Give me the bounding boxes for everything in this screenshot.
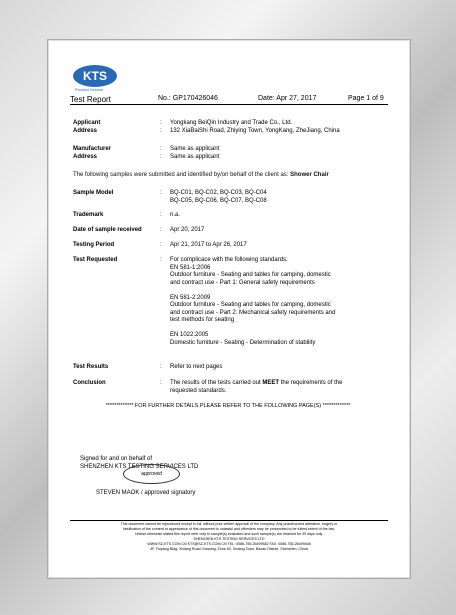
footer-line: SHENZHEN KTS TESTING SERVICES LTD (193, 537, 265, 541)
sample-model-label: Sample Model (73, 190, 114, 196)
footer-line: Unless otherwise stated this report refer only to sample(s) evaluated and such sample(s) are retained for 30 days only. (134, 532, 324, 536)
signing-company: SHENZHEN KTS TESTING SERVICES LTD (80, 464, 199, 470)
manufacturer-address-value: Same as applicant (170, 154, 220, 160)
received-label: Date of sample received (73, 227, 142, 233)
footer-line: 4F, Fuqiang Bldg, Xixiang Road Crossing, Zone 62, Xixiang Town, Baoan District, Shenzhen, China (150, 547, 308, 551)
footer-line: falsification of the content or appearance of this document is unlawful and offenders may be prosecuted to be fullest extent of the law. (123, 527, 335, 531)
colon: : (160, 364, 162, 370)
footer-line: This document cannot be reproduced except in full, without prior written approval of the company. Any unauthorized alteration, forgery or (120, 522, 338, 526)
received-value: Apr 20, 2017 (170, 227, 205, 233)
conclusion-pre: The results of the tests carried out (170, 380, 263, 386)
test-requested-label: Test Requested (73, 257, 118, 263)
colon: : (160, 154, 162, 160)
trademark-label: Trademark (73, 212, 104, 218)
requested-line: For complicace with the following standards: (170, 257, 288, 263)
requested-line: and contract use - Part 1: General safety requirements (170, 279, 315, 286)
company-stamp: approved (123, 464, 180, 484)
report-number: No.: GP170426046 (158, 95, 218, 102)
footer-line: WWW.SZ-KTS.COM.CN KTS@SZ-KTS.COM.CN TEL: 0086-755-26499582 FAX: 0086-755-26499408 (147, 542, 311, 546)
applicant-value: Yongkang BeiQin Industry and Trade Co., Ltd. (170, 120, 293, 126)
colon: : (160, 227, 162, 233)
colon: : (160, 146, 162, 152)
manufacturer-label: Manufacturer (73, 146, 112, 152)
requested-line: Outdoor furniture - Seating and tables for camping, domestic (170, 272, 331, 278)
requested-line: EN 581-2:2009 (170, 294, 211, 301)
requested-line (170, 287, 385, 295)
testing-period-value: Apr 21, 2017 to Apr 26, 2017 (170, 242, 247, 248)
sample-model-line1: BQ-C01, BQ-C02, BQ-C03, BQ-C04 (170, 190, 267, 196)
conclusion-post: the requirements of the (279, 380, 343, 386)
colon: : (160, 128, 162, 134)
test-report-page (48, 40, 410, 578)
report-date: Date: Apr 27, 2017 (258, 95, 317, 102)
address-label: Address (73, 128, 98, 134)
header-divider (70, 104, 388, 105)
report-title: Test Report (70, 95, 111, 104)
intro-text: The following samples were submitted and identified by/on behalf of the client as: (73, 172, 289, 178)
test-requested-list (170, 257, 385, 347)
requested-line: EN 1022:2005 (170, 332, 209, 338)
colon: : (160, 257, 162, 263)
conclusion-label: Conclusion (73, 380, 106, 386)
conclusion-meet: MEET (262, 380, 280, 386)
colon: : (160, 242, 162, 248)
requested-line (170, 325, 385, 333)
further-details-note: ************* FOR FURTHER DETAILS PLEASE REFER TO THE FOLLOWING PAGE(S) ************* (105, 403, 351, 409)
test-results-label: Test Results (73, 364, 109, 370)
manufacturer-value: Same as applicant (170, 146, 220, 152)
page-number: Page 1 of 9 (348, 95, 384, 102)
testing-period-label: Testing Period (73, 242, 115, 248)
applicant-label: Applicant (73, 120, 101, 126)
signatory-name: STEVEN MAOK / approved signatory (96, 490, 196, 496)
conclusion-value (170, 380, 385, 395)
sample-item: Shower Chair (290, 172, 329, 178)
sample-model-line2: BQ-C05, BQ-C06, BQ-C07, BQ-C08 (170, 197, 267, 204)
requested-line: test methods for seating (170, 317, 235, 323)
requested-line: EN 581-1:2006 (170, 264, 211, 271)
manufacturer-address-label: Address (73, 154, 98, 160)
requested-line: Domestic furniture - Seating - Determination of stability (170, 339, 316, 346)
conclusion-line2: requested standards. (170, 387, 227, 394)
colon: : (160, 190, 162, 196)
address-value: 132 XiaBaiShi Road, Zhiying Town, YongKang, ZheJiang, China (170, 128, 340, 134)
kts-logo: KTS (73, 65, 117, 87)
trademark-value: n.a. (170, 212, 181, 218)
footer-divider (70, 520, 388, 521)
colon: : (160, 120, 162, 126)
sample-intro (73, 172, 329, 180)
signed-for: Signed for and on behalf of (80, 456, 153, 462)
requested-line: Outdoor furniture - Seating and tables for camping, domestic (170, 302, 331, 308)
conclusion-line1 (170, 380, 385, 388)
requested-line: and contract use - Part 2: Mechanical safety requirements and (170, 309, 336, 316)
colon: : (160, 380, 162, 386)
logo-subtitle: Product Service (75, 87, 104, 92)
test-results-value: Refer to next pages (170, 364, 223, 370)
colon: : (160, 212, 162, 218)
